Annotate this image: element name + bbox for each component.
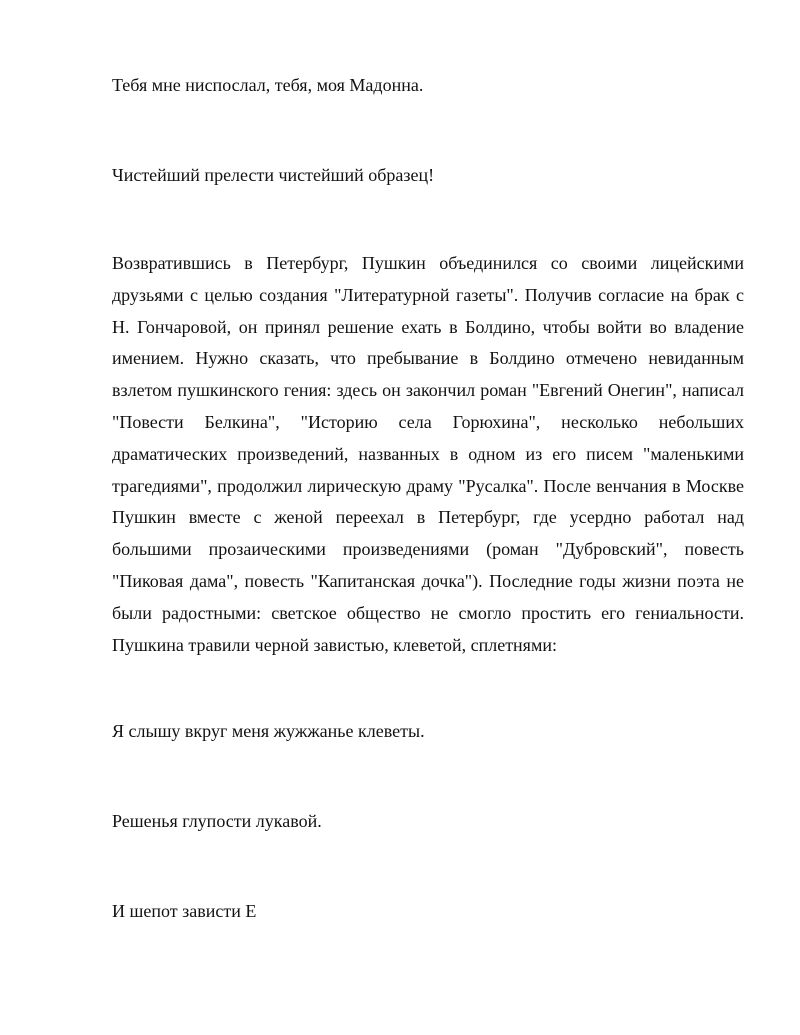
body-paragraph: Возвратившись в Петербург, Пушкин объединился со своими лицейскими друзьями с целью создания "Литературной газеты". Получив согласие на брак с Н. Гончаровой, он принял решение ехать в Болдино, чтобы войти во владение имением. Нужно сказать, что пребывание в Болдино отмечено невиданным взлетом пушкинского гения: здесь он закончил роман "Евгений Онегин", написал "Повести Белкина", "Историю села Горюхина", несколько небольших драматических произведений, названных в одном из его писем "маленькими трагедиями", продолжил лирическую драму "Русалка". После венчания в Москве Пушкин вместе с женой переехал в Петербург, где усердно работал над большими прозаическими произведениями (роман "Дубровский", повесть "Пиковая дама", повесть "Капитанская дочка"). Последние годы жизни поэта не были радостными: светское общество не смогло простить его гениальности. Пушкина травили черной завистью, клеветой, сплетнями: (112, 253, 744, 655)
verse-line: И шепот зависти Е (112, 901, 257, 921)
verse-line: Чистейший прелести чистейший образец! (112, 165, 435, 185)
verse-line: Тебя мне ниспослал, тебя, моя Мадонна. (112, 75, 424, 95)
verse-line: Решенья глупости лукавой. (112, 811, 322, 831)
verse-line: Я слышу вкруг меня жужжанье клеветы. (112, 721, 425, 741)
